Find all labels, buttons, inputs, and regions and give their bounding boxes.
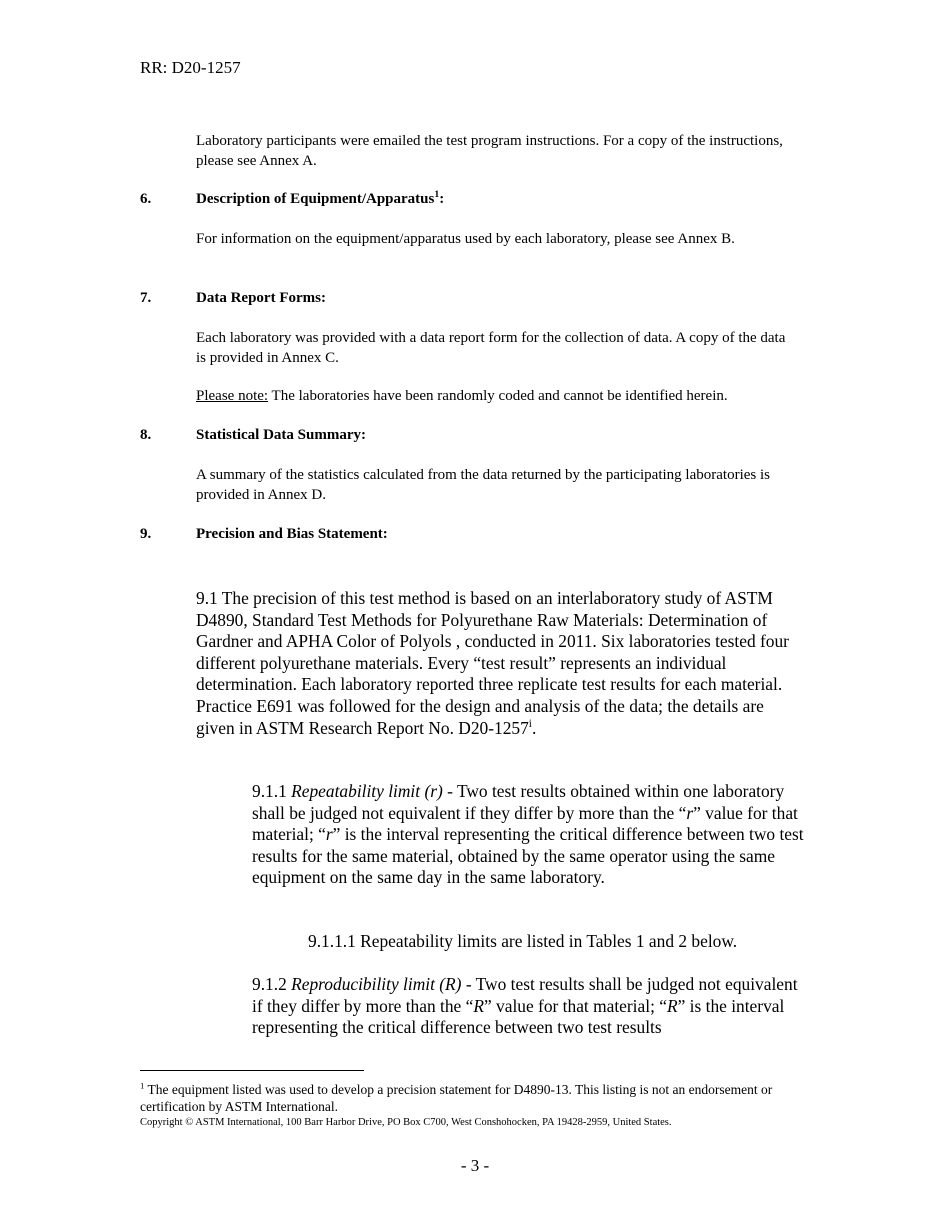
section-6-colon: : — [439, 191, 445, 207]
section-6-heading — [196, 191, 444, 208]
copyright-line: Copyright © ASTM International, 100 Barr Harbor Drive, PO Box C700, West Conshohocken, PA 19428-2959, United States. — [140, 1117, 672, 1128]
intro-paragraph: Laboratory participants were emailed the test program instructions. For a copy of the instructions, please see Annex A. — [196, 133, 783, 169]
p912-text-b: ” value for that material; “ — [483, 995, 667, 1016]
p911-text-b: ” value for that material; “ — [252, 802, 798, 845]
section-6-title: Description of Equipment/Apparatus — [196, 191, 435, 207]
section-7-heading: Data Report Forms: — [196, 290, 326, 306]
endnote-ref-i: i — [528, 717, 532, 730]
section-7-body: Each laboratory was provided with a data report form for the collection of data. A copy of the data is provided in Annex C. — [196, 330, 786, 366]
section-8-number: 8. — [140, 427, 152, 443]
section-8-heading: Statistical Data Summary: — [196, 427, 366, 443]
p912-R-2: R — [666, 995, 678, 1016]
footnote-ref-1: 1 — [434, 189, 440, 200]
footnote-marker: 1 — [140, 1080, 145, 1091]
paragraph-9-1 — [196, 588, 806, 739]
section-8-body: A summary of the statistics calculated from the data returned by the participating laboratories is provided in Annex D. — [196, 467, 770, 503]
p911-r-1: r — [686, 802, 694, 823]
section-7-note — [196, 387, 836, 407]
section-7-number: 7. — [140, 290, 152, 306]
p911-number: 9.1.1 — [252, 781, 292, 801]
section-9-heading: Precision and Bias Statement: — [196, 526, 388, 542]
report-number-header: RR: D20-1257 — [140, 58, 241, 77]
p912-R-1: R — [473, 995, 484, 1016]
p912-text-a: - Two test results shall be judged not equivalent if they differ by more than the “ — [252, 974, 798, 1016]
note-label: Please note: — [196, 388, 269, 404]
section-6-body: For information on the equipment/apparatus used by each laboratory, please see Annex B. — [196, 231, 735, 247]
footnote-divider — [140, 1070, 364, 1071]
footnote-1 — [140, 1081, 810, 1115]
p912-text-c: ” is the interval representing the critical difference between two test results — [252, 995, 785, 1038]
paragraph-9-1-text: 9.1 The precision of this test method is based on an interlaboratory study of ASTM D4890, Standard Test Methods for Polyurethane Raw Materials: Determination of Gardner and APHA Color of Polyols , conducted in 2011. Six laboratories tested four different polyurethane materials. Every “test result” represents an individual determination. Each laboratory reported three replicate test results for each material. Practice E691 was followed for the design and analysis of the data; the details are given in ASTM Research Report No. D20-1257 — [196, 588, 789, 738]
section-9-number: 9. — [140, 526, 152, 542]
p911-text-c: ” is the interval representing the critical difference between two test results for the same material, obtained by the same operator using the same equipment on the same day in the same laboratory. — [252, 824, 804, 888]
section-6-number: 6. — [140, 191, 152, 207]
page-number: - 3 - — [460, 1156, 490, 1175]
paragraph-9-1-2 — [252, 974, 807, 1039]
p911-term: Repeatability limit (r) — [291, 781, 443, 801]
paragraph-9-1-end: . — [531, 717, 537, 738]
p912-term: Reproducibility limit (R) — [291, 974, 462, 994]
paragraph-9-1-1-1: 9.1.1.1 Repeatability limits are listed in Tables 1 and 2 below. — [308, 931, 738, 951]
p911-r-2: r — [325, 824, 333, 845]
p911-text-a: - Two test results obtained within one laboratory shall be judged not equivalent if they differ by more than the “ — [252, 781, 785, 823]
paragraph-9-1-1 — [252, 781, 807, 889]
p912-number: 9.1.2 — [252, 974, 292, 994]
note-text: The laboratories have been randomly coded and cannot be identified herein. — [268, 388, 728, 404]
footnote-text: The equipment listed was used to develop a precision statement for D4890-13. This listing is not an endorsement or certification by ASTM International. — [140, 1082, 773, 1114]
